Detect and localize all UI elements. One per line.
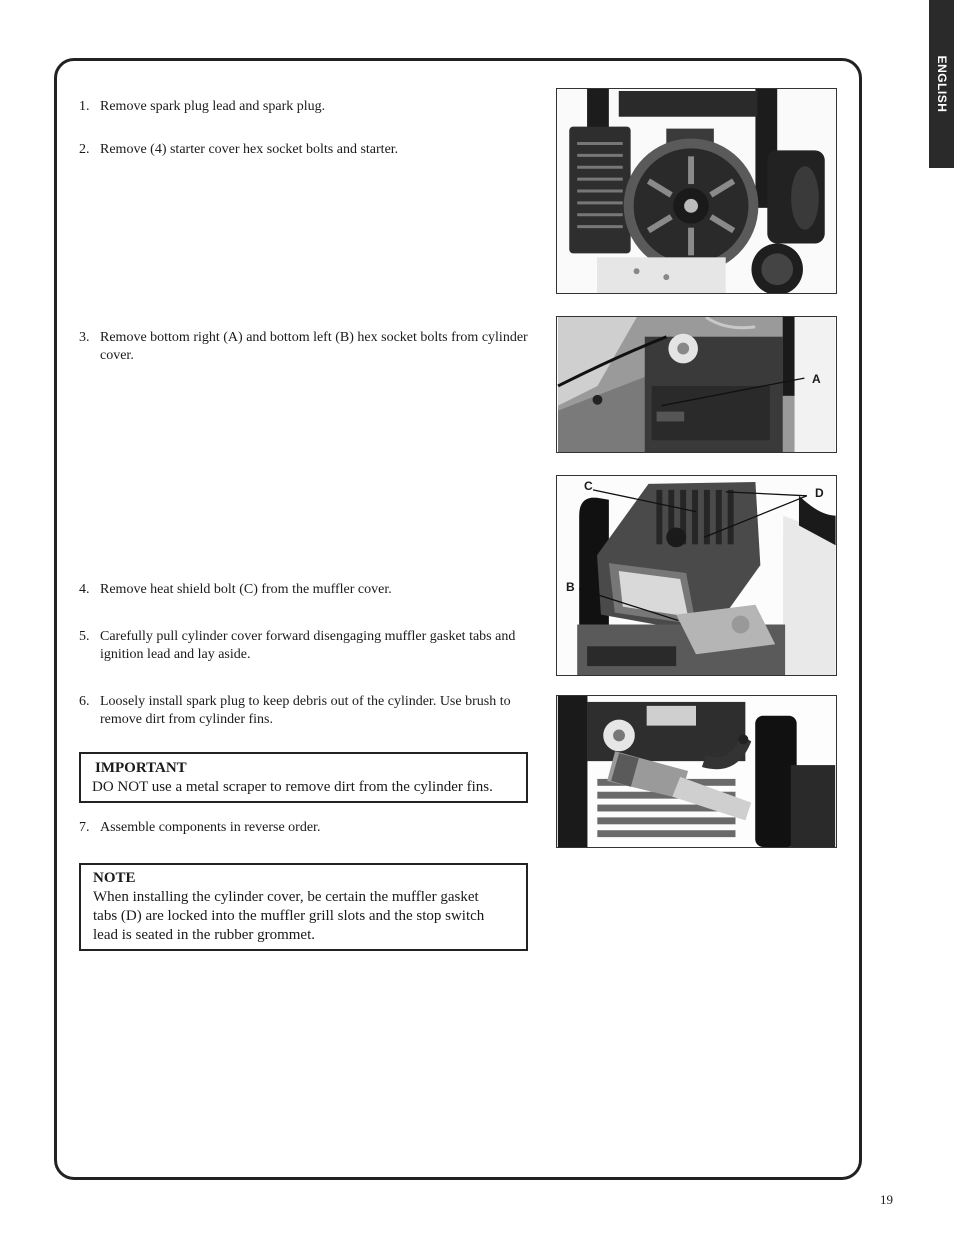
photo-bolt-a — [556, 316, 837, 453]
step-text: Carefully pull cylinder cover forward disengaging muffler gasket tabs and ignition lead and lay aside. — [100, 629, 516, 662]
step-number: 1. — [79, 99, 90, 114]
step-number: 2. — [79, 142, 90, 157]
note-text: When installing the cylinder cover, be certain the muffler gasket tabs (D) are locked into the muffler grill slots and the stop switch lead is seated in the rubber grommet. — [93, 889, 485, 943]
step-text: Remove bottom right (A) and bottom left (B) hex socket bolts from cylinder cover. — [100, 330, 528, 363]
step-1 — [79, 98, 529, 116]
step-text: Remove spark plug lead and spark plug. — [100, 99, 326, 114]
step-5 — [79, 628, 529, 663]
note-heading: NOTE — [93, 870, 136, 886]
step-6 — [79, 693, 529, 728]
note-box — [79, 863, 528, 951]
photo-muffler-cover — [556, 475, 837, 676]
photo-brush-fins — [556, 695, 837, 848]
step-7 — [79, 819, 529, 837]
step-number: 6. — [79, 694, 90, 709]
callout-a: A — [812, 372, 821, 386]
photo-starter-flywheel — [556, 88, 837, 294]
cylinder-cover-bolt-a-illustration — [557, 317, 836, 452]
step-4 — [79, 581, 529, 599]
step-3 — [79, 329, 529, 364]
callout-d: D — [815, 486, 824, 500]
language-tab — [929, 0, 954, 168]
step-text: Assemble components in reverse order. — [100, 820, 321, 835]
step-number: 7. — [79, 820, 90, 835]
callout-c: C — [584, 479, 593, 493]
brush-cylinder-fins-illustration — [557, 696, 836, 847]
callout-b: B — [566, 580, 575, 594]
step-text: Remove (4) starter cover hex socket bolts and starter. — [100, 142, 399, 157]
important-box — [79, 752, 528, 803]
step-text: Loosely install spark plug to keep debris out of the cylinder. Use brush to remove dirt from cylinder fins. — [100, 694, 511, 727]
important-heading: IMPORTANT — [95, 760, 187, 776]
important-text: DO NOT use a metal scraper to remove dirt from the cylinder fins. — [92, 779, 493, 795]
step-text: Remove heat shield bolt (C) from the muffler cover. — [100, 582, 392, 597]
engine-flywheel-illustration — [557, 89, 836, 293]
step-number: 4. — [79, 582, 90, 597]
step-number: 3. — [79, 330, 90, 345]
step-number: 5. — [79, 629, 90, 644]
language-tab-label: ENGLISH — [934, 55, 949, 113]
step-2 — [79, 141, 529, 159]
muffler-cover-illustration — [557, 476, 836, 675]
page-number: 19 — [880, 1192, 893, 1207]
